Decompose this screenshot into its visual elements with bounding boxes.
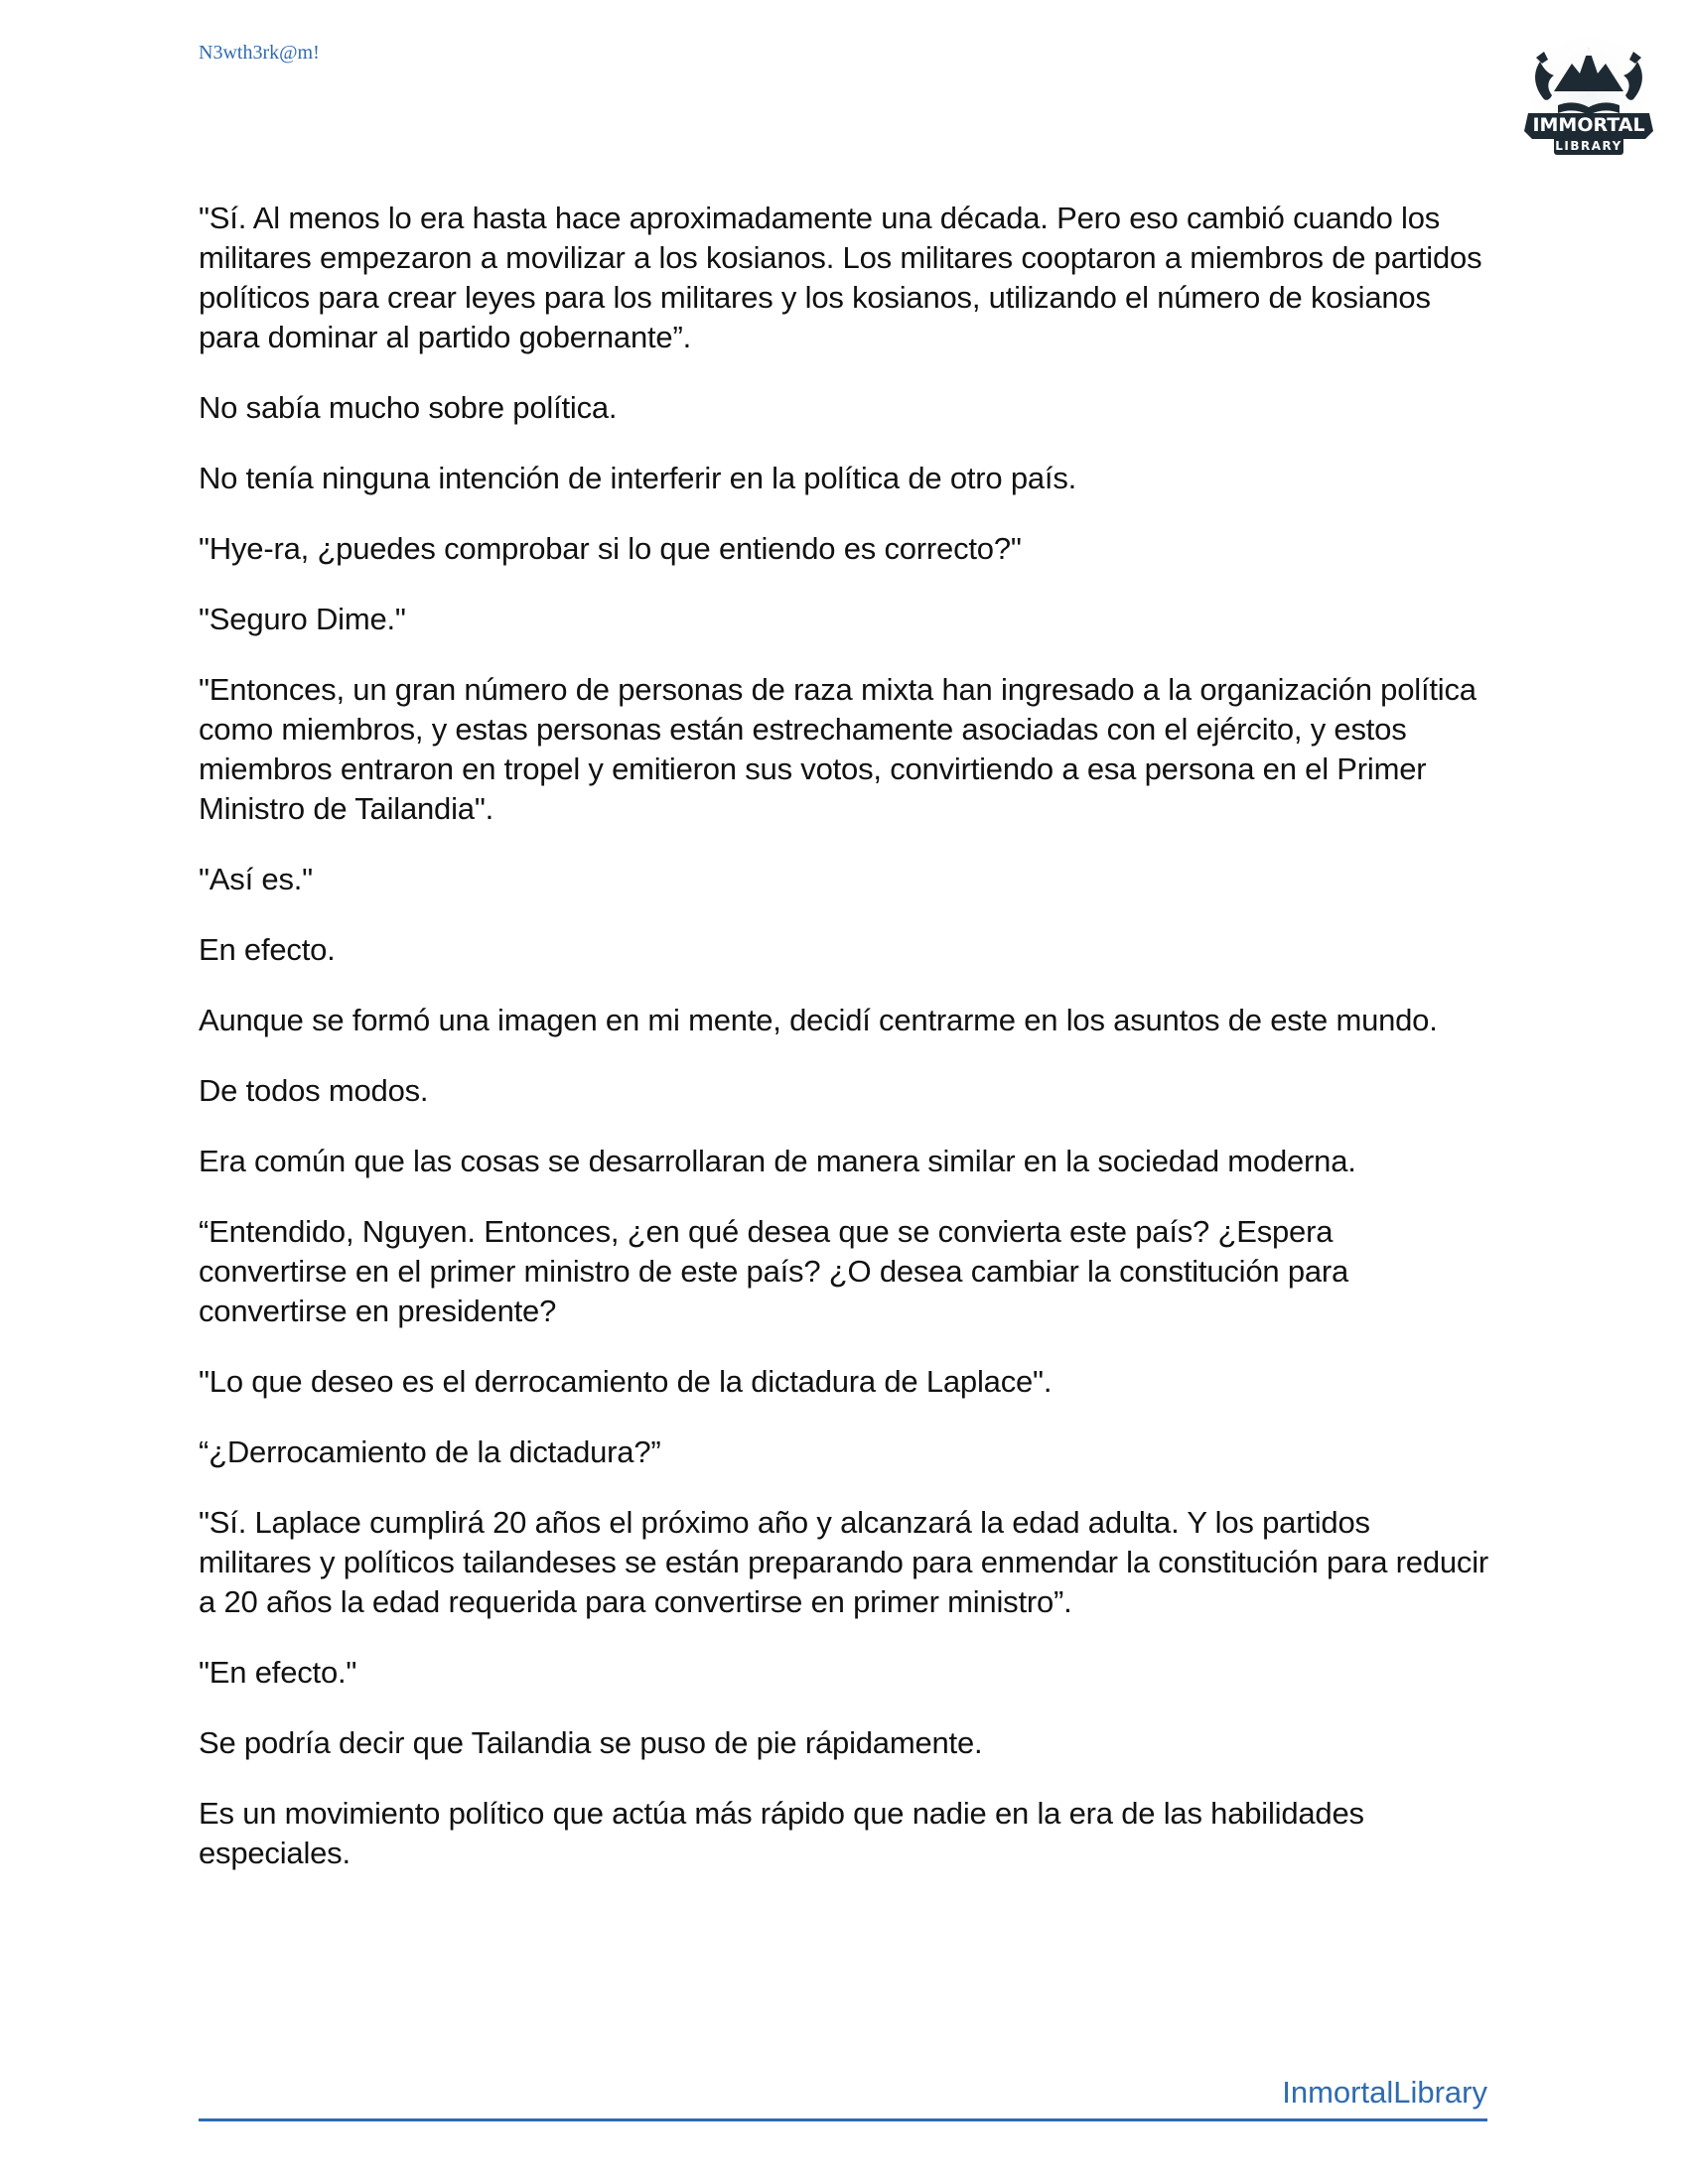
paragraph: "Así es." [199, 862, 313, 896]
paragraph: Es un movimiento político que actúa más rápido que nadie en la era de las habilidades especiales. [199, 1796, 1364, 1870]
paragraph: Aunque se formó una imagen en mi mente, decidí centrarme en los asuntos de este mundo. [199, 1003, 1438, 1037]
paragraph: No tenía ninguna intención de interferir en la política de otro país. [199, 461, 1077, 495]
paragraph: Se podría decir que Tailandia se puso de pie rápidamente. [199, 1725, 983, 1760]
footer-link[interactable]: InmortalLibrary [1282, 2075, 1487, 2110]
paragraph: “Entendido, Nguyen. Entonces, ¿en qué desea que se convierta este país? ¿Espera convertirse en el primer ministro de este país? ¿O desea cambiar la constitución para convertirse en presidente? [199, 1214, 1349, 1328]
footer-rule [199, 2073, 1487, 2121]
document-body [199, 199, 1489, 1904]
paragraph: "Seguro Dime." [199, 602, 406, 636]
paragraph: "Sí. Laplace cumplirá 20 años el próximo año y alcanzará la edad adulta. Y los partidos militares y políticos tailandeses se están preparando para enmendar la constitución para reducir a 20 años la edad requerida para convertirse en primer ministro”. [199, 1505, 1489, 1619]
immortal-library-logo-icon [1514, 30, 1663, 164]
logo-line2: LIBRARY [1555, 139, 1622, 153]
paragraph: "Hye-ra, ¿puedes comprobar si lo que entiendo es correcto?" [199, 531, 1022, 566]
paragraph: En efecto. [199, 932, 336, 967]
header-tag: N3wth3rk@m! [199, 42, 320, 64]
paragraph: “¿Derrocamiento de la dictadura?” [199, 1434, 661, 1469]
paragraph: "Sí. Al menos lo era hasta hace aproximadamente una década. Pero eso cambió cuando los militares empezaron a movilizar a los kosianos. Los militares cooptaron a miembros de partidos políticos para crear leyes para los militares y los kosianos, utilizando el número de kosianos para dominar al partido gobernante”. [199, 201, 1482, 354]
paragraph: De todos modos. [199, 1073, 429, 1108]
paragraph: Era común que las cosas se desarrollaran de manera similar en la sociedad moderna. [199, 1144, 1356, 1178]
paragraph: "Lo que deseo es el derrocamiento de la dictadura de Laplace". [199, 1364, 1053, 1399]
paragraph: "Entonces, un gran número de personas de raza mixta han ingresado a la organización política como miembros, y estas personas están estrechamente asociadas con el ejército, y estos miembros entraron en tropel y emitieron sus votos, convirtiendo a esa persona en el Primer Ministro de Tailandia". [199, 672, 1477, 826]
logo-line1: IMMORTAL [1532, 114, 1645, 136]
paragraph: No sabía mucho sobre política. [199, 390, 618, 425]
paragraph: "En efecto." [199, 1655, 357, 1690]
